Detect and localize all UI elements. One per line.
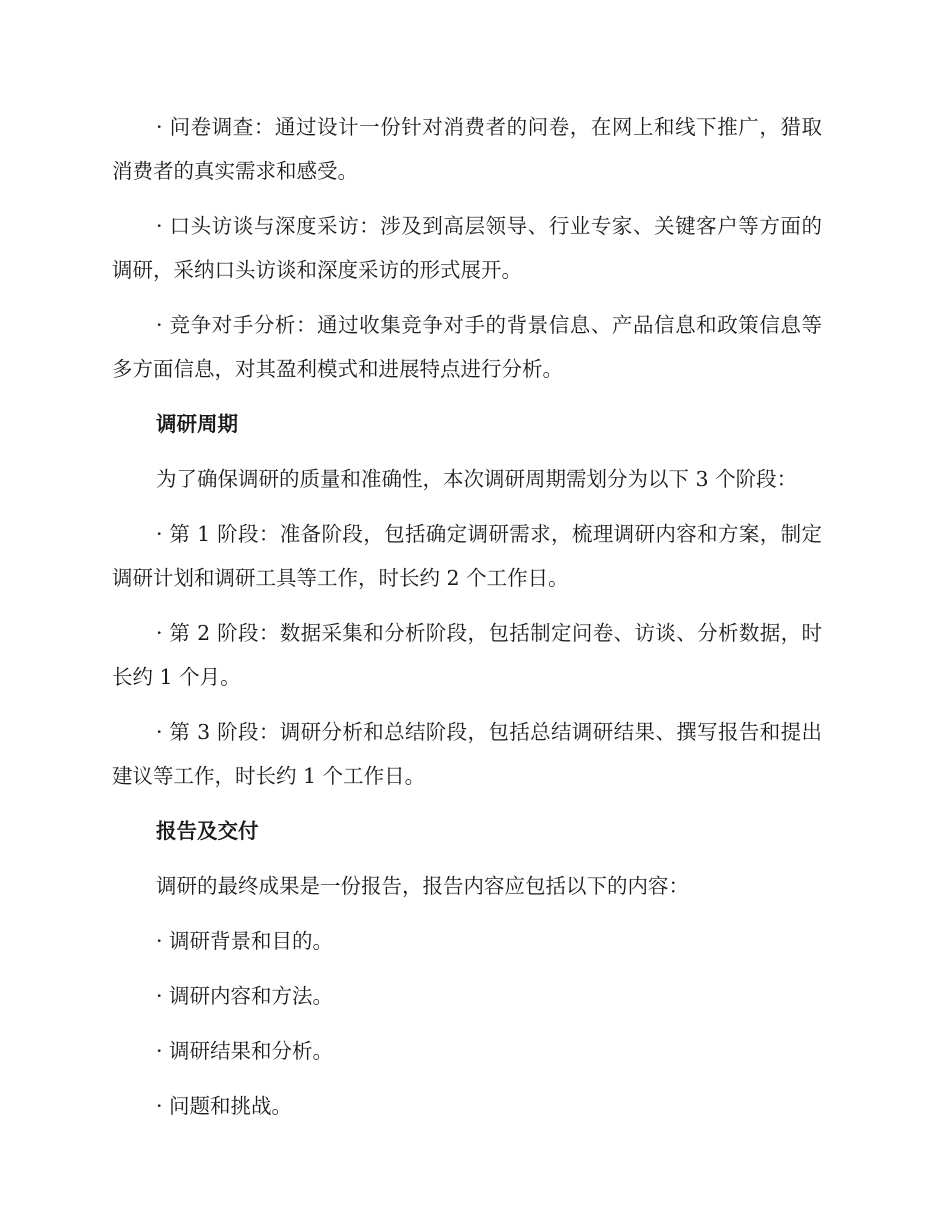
bullet-results: · 调研结果和分析。 — [156, 1039, 334, 1063]
heading-report-delivery: 报告及交付 — [156, 819, 259, 843]
report-intro: 调研的最终成果是一份报告，报告内容应包括以下的内容： — [156, 874, 689, 898]
document-page — [112, 105, 822, 1139]
bullet-competitor-analysis: · 竞争对手分析：通过收集竞争对手的背景信息、产品信息和政策信息等多方面信息，对其盈利模式和进展特点进行分析。 — [112, 313, 822, 381]
period-intro: 为了确保调研的质量和准确性，本次调研周期需划分为以下 3 个阶段： — [156, 467, 798, 491]
heading-research-period: 调研周期 — [156, 412, 238, 436]
bullet-stage-1: · 第 1 阶段：准备阶段，包括确定调研需求，梳理调研内容和方案，制定调研计划和调研工具等工作，时长约 2 个工作日。 — [112, 522, 822, 590]
bullet-questionnaire: · 问卷调查：通过设计一份针对消费者的问卷，在网上和线下推广，猎取消费者的真实需求和感受。 — [112, 115, 822, 183]
bullet-content-method: · 调研内容和方法。 — [156, 984, 334, 1008]
bullet-stage-2: · 第 2 阶段：数据采集和分析阶段，包括制定问卷、访谈、分析数据，时长约 1 个月。 — [112, 621, 822, 689]
bullet-stage-3: · 第 3 阶段：调研分析和总结阶段，包括总结调研结果、撰写报告和提出建议等工作，时长约 1 个工作日。 — [112, 720, 822, 788]
bullet-interview: · 口头访谈与深度采访：涉及到高层领导、行业专家、关键客户等方面的调研，采纳口头访谈和深度采访的形式展开。 — [112, 214, 822, 282]
bullet-problems: · 问题和挑战。 — [156, 1094, 293, 1118]
bullet-background: · 调研背景和目的。 — [156, 929, 334, 953]
